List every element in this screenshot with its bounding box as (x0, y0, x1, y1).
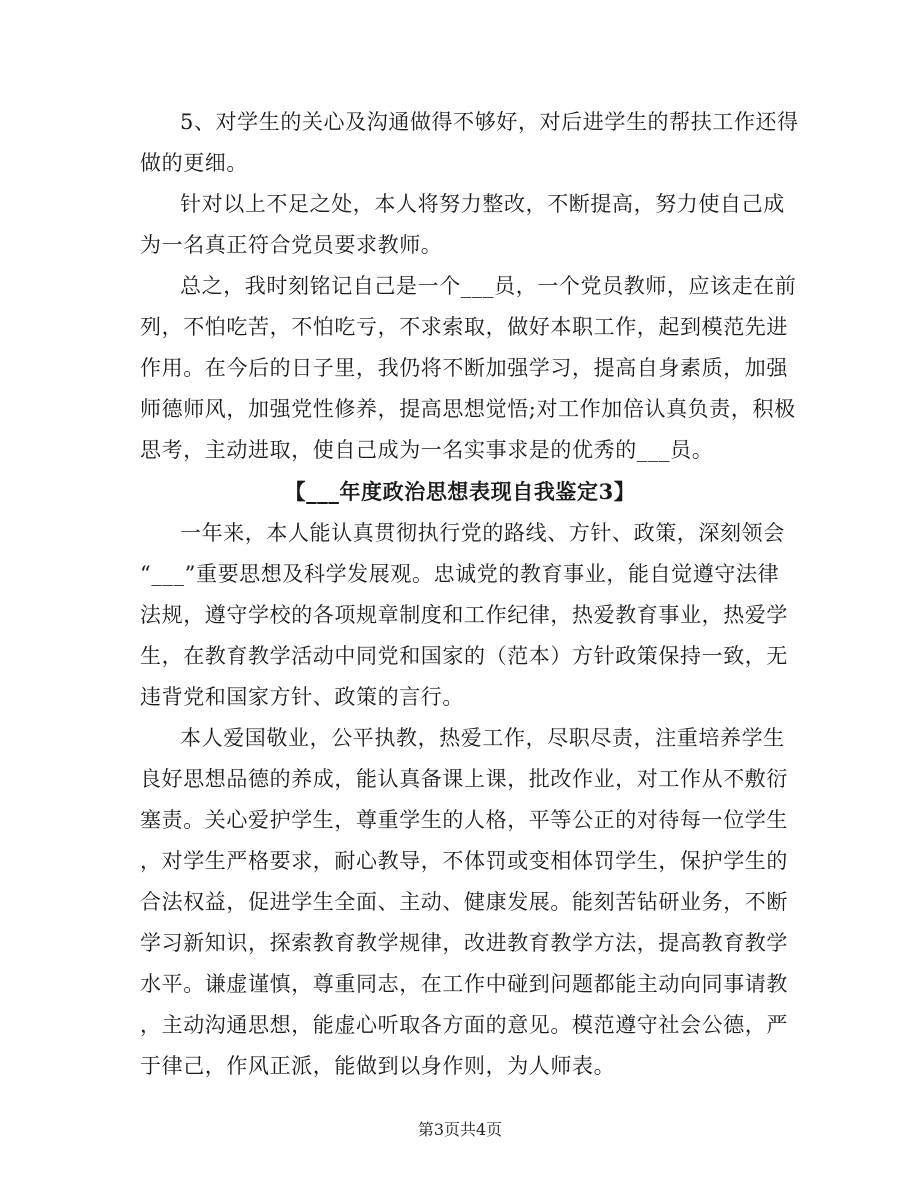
section-paragraph-1-line-5: 违背党和国家方针、政策的言行。 (140, 685, 464, 709)
section-paragraph-1-line-2: “___”重要思想及科学发展观。忠诚党的教育事业，能自觉遵守法律 (140, 562, 780, 586)
section-paragraph-1-line-1: 一年来，本人能认真贯彻执行党的路线、方针、政策，深刻领会 (180, 521, 785, 545)
section-paragraph-2-line-4: ，对学生严格要求，耐心教导，不体罚或变相体罚学生，保护学生的 (140, 849, 788, 873)
section-paragraph-2-line-9: 于律己，作风正派，能做到以身作则，为人师表。 (140, 1054, 616, 1078)
paragraph-3-line-2: 列，不怕吃苦，不怕吃亏，不求索取，做好本职工作，起到模范先进 (140, 315, 788, 339)
paragraph-3-line-1: 总之，我时刻铭记自己是一个___员，一个党员教师，应该走在前 (180, 274, 797, 298)
paragraph-1-line-1: 5、对学生的关心及沟通做得不够好，对后进学生的帮扶工作还得 (180, 110, 799, 134)
section-paragraph-2-line-2: 良好思想品德的养成，能认真备课上课，批改作业，对工作从不敷衍 (140, 767, 788, 791)
section-paragraph-2-line-6: 学习新知识，探索教育教学规律，改进教育教学方法，提高教育教学 (140, 931, 788, 955)
paragraph-3-line-4: 师德师风，加强党性修养，提高思想觉悟;对工作加倍认真负责，积极 (140, 397, 796, 421)
paragraph-2-line-2: 为一名真正符合党员要求教师。 (140, 233, 443, 257)
paragraph-2-line-1: 针对以上不足之处，本人将努力整改，不断提高，努力使自己成 (180, 192, 785, 216)
section-paragraph-1-line-4: 生，在教育教学活动中同党和国家的（范本）方针政策保持一致，无 (140, 644, 788, 668)
section-paragraph-2-line-7: 水平。谦虚谨慎，尊重同志，在工作中碰到问题都能主动向同事请教 (140, 972, 788, 996)
page-number-footer: 第3页共4页 (417, 1120, 503, 1139)
paragraph-3-line-3: 作用。在今后的日子里，我仍将不断加强学习，提高自身素质，加强 (140, 356, 788, 380)
section-heading: 【___年度政治思想表现自我鉴定3】 (284, 479, 636, 504)
section-paragraph-2-line-5: 合法权益，促进学生全面、主动、健康发展。能刻苦钻研业务，不断 (140, 890, 788, 914)
section-paragraph-2-line-3: 塞责。关心爱护学生，尊重学生的人格，平等公正的对待每一位学生 (140, 808, 788, 832)
section-paragraph-2-line-1: 本人爱国敬业，公平执教，热爱工作，尽职尽责，注重培养学生 (180, 726, 785, 750)
section-paragraph-1-line-3: 法规，遵守学校的各项规章制度和工作纪律，热爱教育事业，热爱学 (140, 603, 788, 627)
paragraph-3-line-5: 思考，主动进取，使自己成为一名实事求是的优秀的___员。 (140, 438, 714, 462)
section-paragraph-2-line-8: ，主动沟通思想，能虚心听取各方面的意见。模范遵守社会公德，严 (140, 1013, 788, 1037)
paragraph-1-line-2: 做的更细。 (140, 151, 248, 175)
